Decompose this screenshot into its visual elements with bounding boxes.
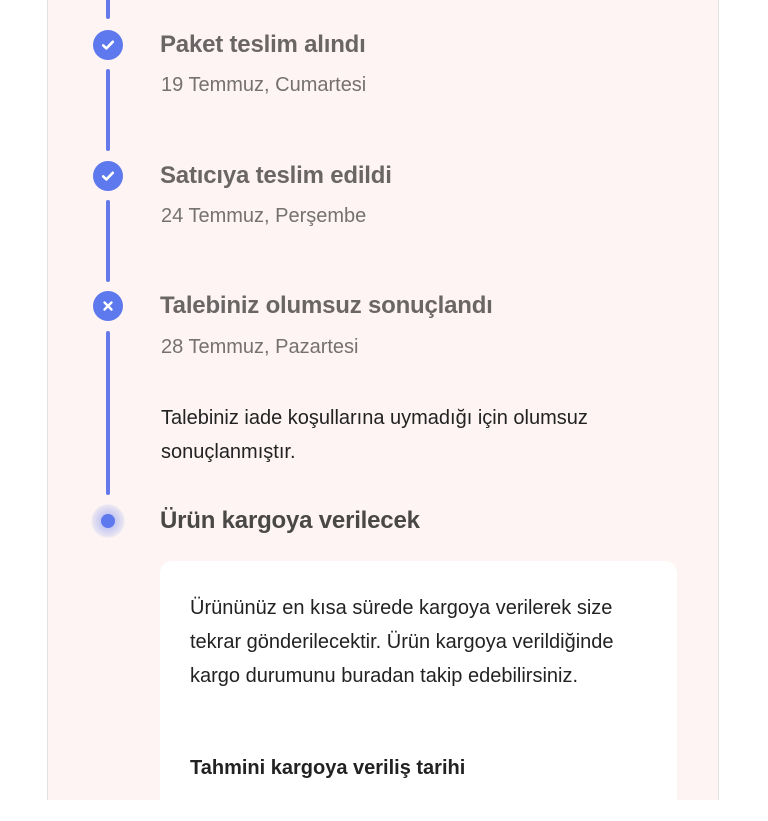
check-icon bbox=[93, 161, 123, 191]
timeline-connector bbox=[106, 0, 110, 19]
step-title: Ürün kargoya verilecek bbox=[160, 507, 420, 534]
shipping-info-card bbox=[160, 561, 677, 821]
current-dot-icon bbox=[101, 514, 115, 528]
step-date: 28 Temmuz, Pazartesi bbox=[161, 336, 359, 358]
timeline-connector bbox=[106, 331, 110, 495]
estimated-ship-date-label: Tahmini kargoya veriliş tarihi bbox=[190, 757, 466, 779]
step-description: Talebiniz iade koşullarına uymadığı için olumsuz sonuçlanmıştır. bbox=[161, 407, 588, 463]
step-title: Satıcıya teslim edildi bbox=[160, 162, 392, 189]
check-icon bbox=[93, 30, 123, 60]
timeline-connector bbox=[106, 200, 110, 282]
step-title: Talebiniz olumsuz sonuçlandı bbox=[160, 292, 493, 319]
close-icon bbox=[93, 291, 123, 321]
timeline-connector bbox=[106, 69, 110, 151]
step-title: Paket teslim alındı bbox=[160, 31, 366, 58]
step-date: 24 Temmuz, Perşembe bbox=[161, 205, 367, 227]
step-date: 19 Temmuz, Cumartesi bbox=[161, 74, 367, 96]
shipping-info-text: Ürününüz en kısa sürede kargoya verilerek size tekrar gönderilecektir. Ürün kargoya verildiğinde kargo durumunu buradan takip edebilirsiniz. bbox=[190, 597, 614, 687]
